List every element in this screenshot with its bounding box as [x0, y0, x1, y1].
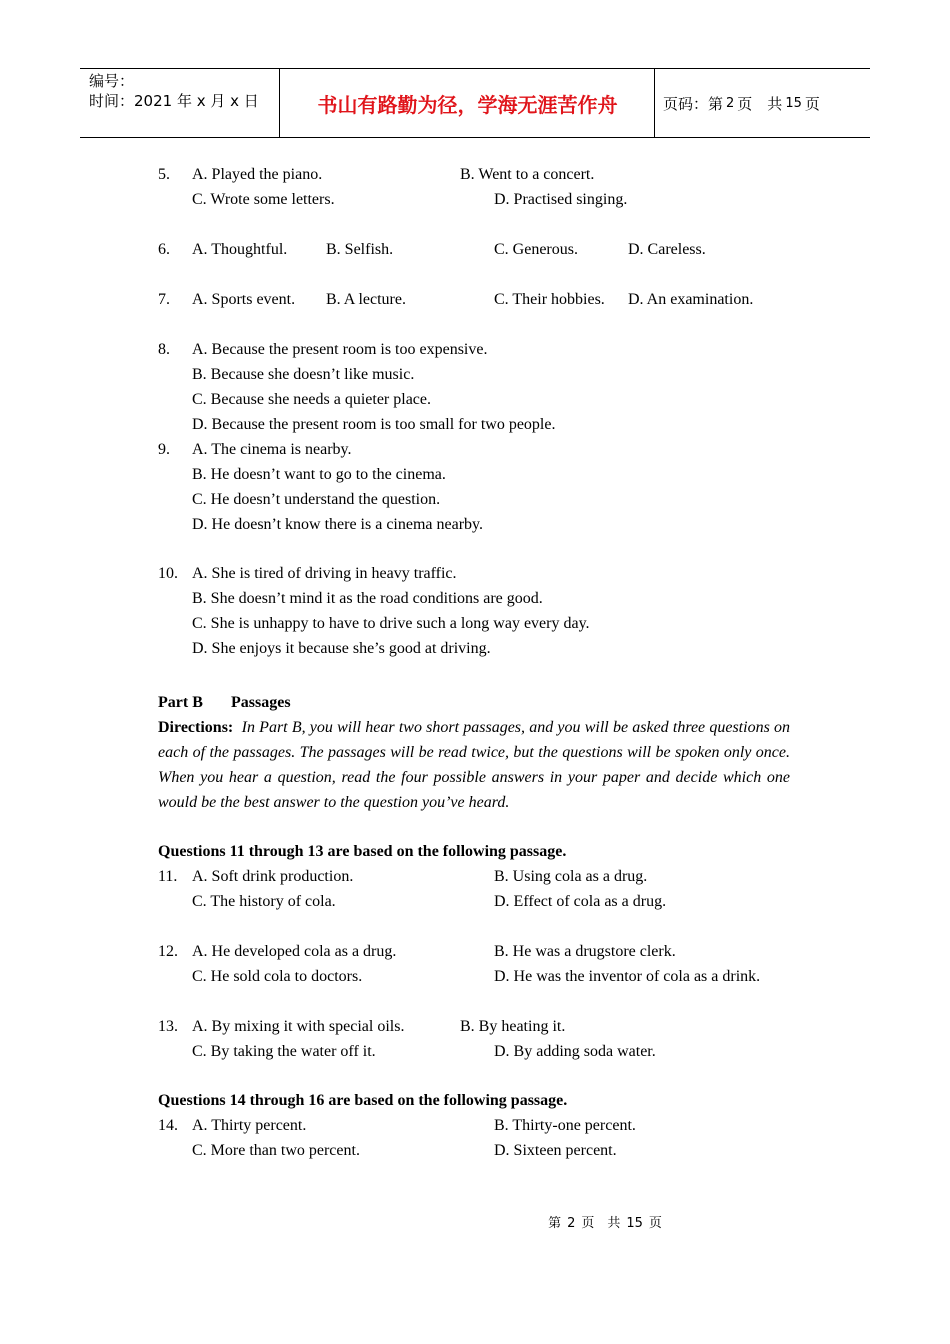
option-b: B. Using cola as a drug. — [494, 868, 648, 885]
footer-mid: 页 共 — [581, 1216, 621, 1231]
option-d: D. By adding soda water. — [494, 1043, 656, 1060]
question-number: 7. — [158, 291, 170, 308]
option-b: B. Thirty-one percent. — [494, 1117, 636, 1134]
option-d: D. He doesn’t know there is a cinema nearby. — [192, 516, 484, 533]
option-c: C. By taking the water off it. — [192, 1043, 376, 1060]
option-a: A. Because the present room is too expensive. — [192, 341, 488, 358]
question-number: 8. — [158, 341, 170, 358]
option-b: B. By heating it. — [460, 1018, 566, 1035]
option-c: C. He doesn’t understand the question. — [192, 491, 441, 508]
option-a: A. By mixing it with special oils. — [192, 1018, 405, 1035]
directions — [158, 715, 790, 815]
option-c: C. More than two percent. — [192, 1142, 360, 1159]
passage-heading: Questions 14 through 16 are based on the following passage. — [158, 1092, 568, 1109]
date-label: 时间：2021 年 x 月 x 日 — [89, 92, 259, 110]
passage-heading: Questions 11 through 13 are based on the following passage. — [158, 843, 567, 860]
option-a: A. Thirty percent. — [192, 1117, 307, 1134]
page-mid: 页 共 — [737, 94, 783, 113]
option-a: A. Thoughtful. — [192, 241, 288, 258]
option-d: D. Practised singing. — [494, 191, 628, 208]
option-b: B. He was a drugstore clerk. — [494, 943, 676, 960]
header-page-info — [655, 69, 870, 137]
page-suffix: 页 — [804, 94, 820, 113]
question-number: 12. — [158, 943, 178, 960]
question-number: 9. — [158, 441, 170, 458]
footer-current: 2 — [567, 1216, 576, 1231]
page-prefix: 页码：第 — [663, 94, 724, 113]
option-c: C. Their hobbies. — [494, 291, 605, 308]
option-a: A. She is tired of driving in heavy traffic. — [192, 565, 457, 582]
page-total: 15 — [785, 95, 802, 111]
option-c: C. He sold cola to doctors. — [192, 968, 363, 985]
footer-total: 15 — [626, 1216, 643, 1231]
footer-post: 页 — [648, 1216, 662, 1231]
motto: 书山有路勤为径，学海无涯苦作舟 — [281, 69, 655, 137]
option-d: D. Sixteen percent. — [494, 1142, 617, 1159]
option-a: A. The cinema is nearby. — [192, 441, 352, 458]
page-header — [80, 68, 870, 138]
option-b: B. A lecture. — [326, 291, 406, 308]
option-b: B. Selfish. — [326, 241, 394, 258]
option-a: A. Sports event. — [192, 291, 296, 308]
option-b: B. Because she doesn’t like music. — [192, 366, 415, 383]
option-b: B. She doesn’t mind it as the road conditions are good. — [192, 590, 543, 607]
directions-text: In Part B, you will hear two short passages, and you will be asked three questions on each of the passages. The passages will be read twice, but the questions will be spoken only once. When you hear a question, read the four possible answers in your paper and decide which one would be the best answer to the question you’ve heard. — [158, 719, 790, 811]
part-b-label: Part B — [158, 694, 203, 711]
option-d: D. An examination. — [628, 291, 754, 308]
question-number: 5. — [158, 166, 170, 183]
question-number: 14. — [158, 1117, 178, 1134]
question-number: 6. — [158, 241, 170, 258]
directions-label: Directions: — [158, 719, 234, 736]
option-d: D. Careless. — [628, 241, 706, 258]
option-c: C. Generous. — [494, 241, 578, 258]
code-label: 编号： — [89, 72, 135, 90]
footer-pre: 第 — [548, 1216, 562, 1231]
option-d: D. He was the inventor of cola as a drink. — [494, 968, 761, 985]
page-footer — [0, 1212, 950, 1231]
option-c: C. The history of cola. — [192, 893, 336, 910]
option-a: A. Played the piano. — [192, 166, 323, 183]
option-a: A. Soft drink production. — [192, 868, 354, 885]
option-b: B. He doesn’t want to go to the cinema. — [192, 466, 446, 483]
option-d: D. She enjoys it because she’s good at driving. — [192, 640, 491, 657]
header-meta — [80, 69, 280, 137]
option-c: C. She is unhappy to have to drive such a long way every day. — [192, 615, 590, 632]
question-number: 10. — [158, 565, 178, 582]
question-number: 11. — [158, 868, 178, 885]
part-b-title: Passages — [231, 694, 291, 711]
option-c: C. Because she needs a quieter place. — [192, 391, 432, 408]
option-b: B. Went to a concert. — [460, 166, 595, 183]
page-current: 2 — [726, 95, 735, 111]
option-c: C. Wrote some letters. — [192, 191, 335, 208]
option-d: D. Because the present room is too small for two people. — [192, 416, 556, 433]
option-a: A. He developed cola as a drug. — [192, 943, 397, 960]
question-number: 13. — [158, 1018, 178, 1035]
option-d: D. Effect of cola as a drug. — [494, 893, 667, 910]
